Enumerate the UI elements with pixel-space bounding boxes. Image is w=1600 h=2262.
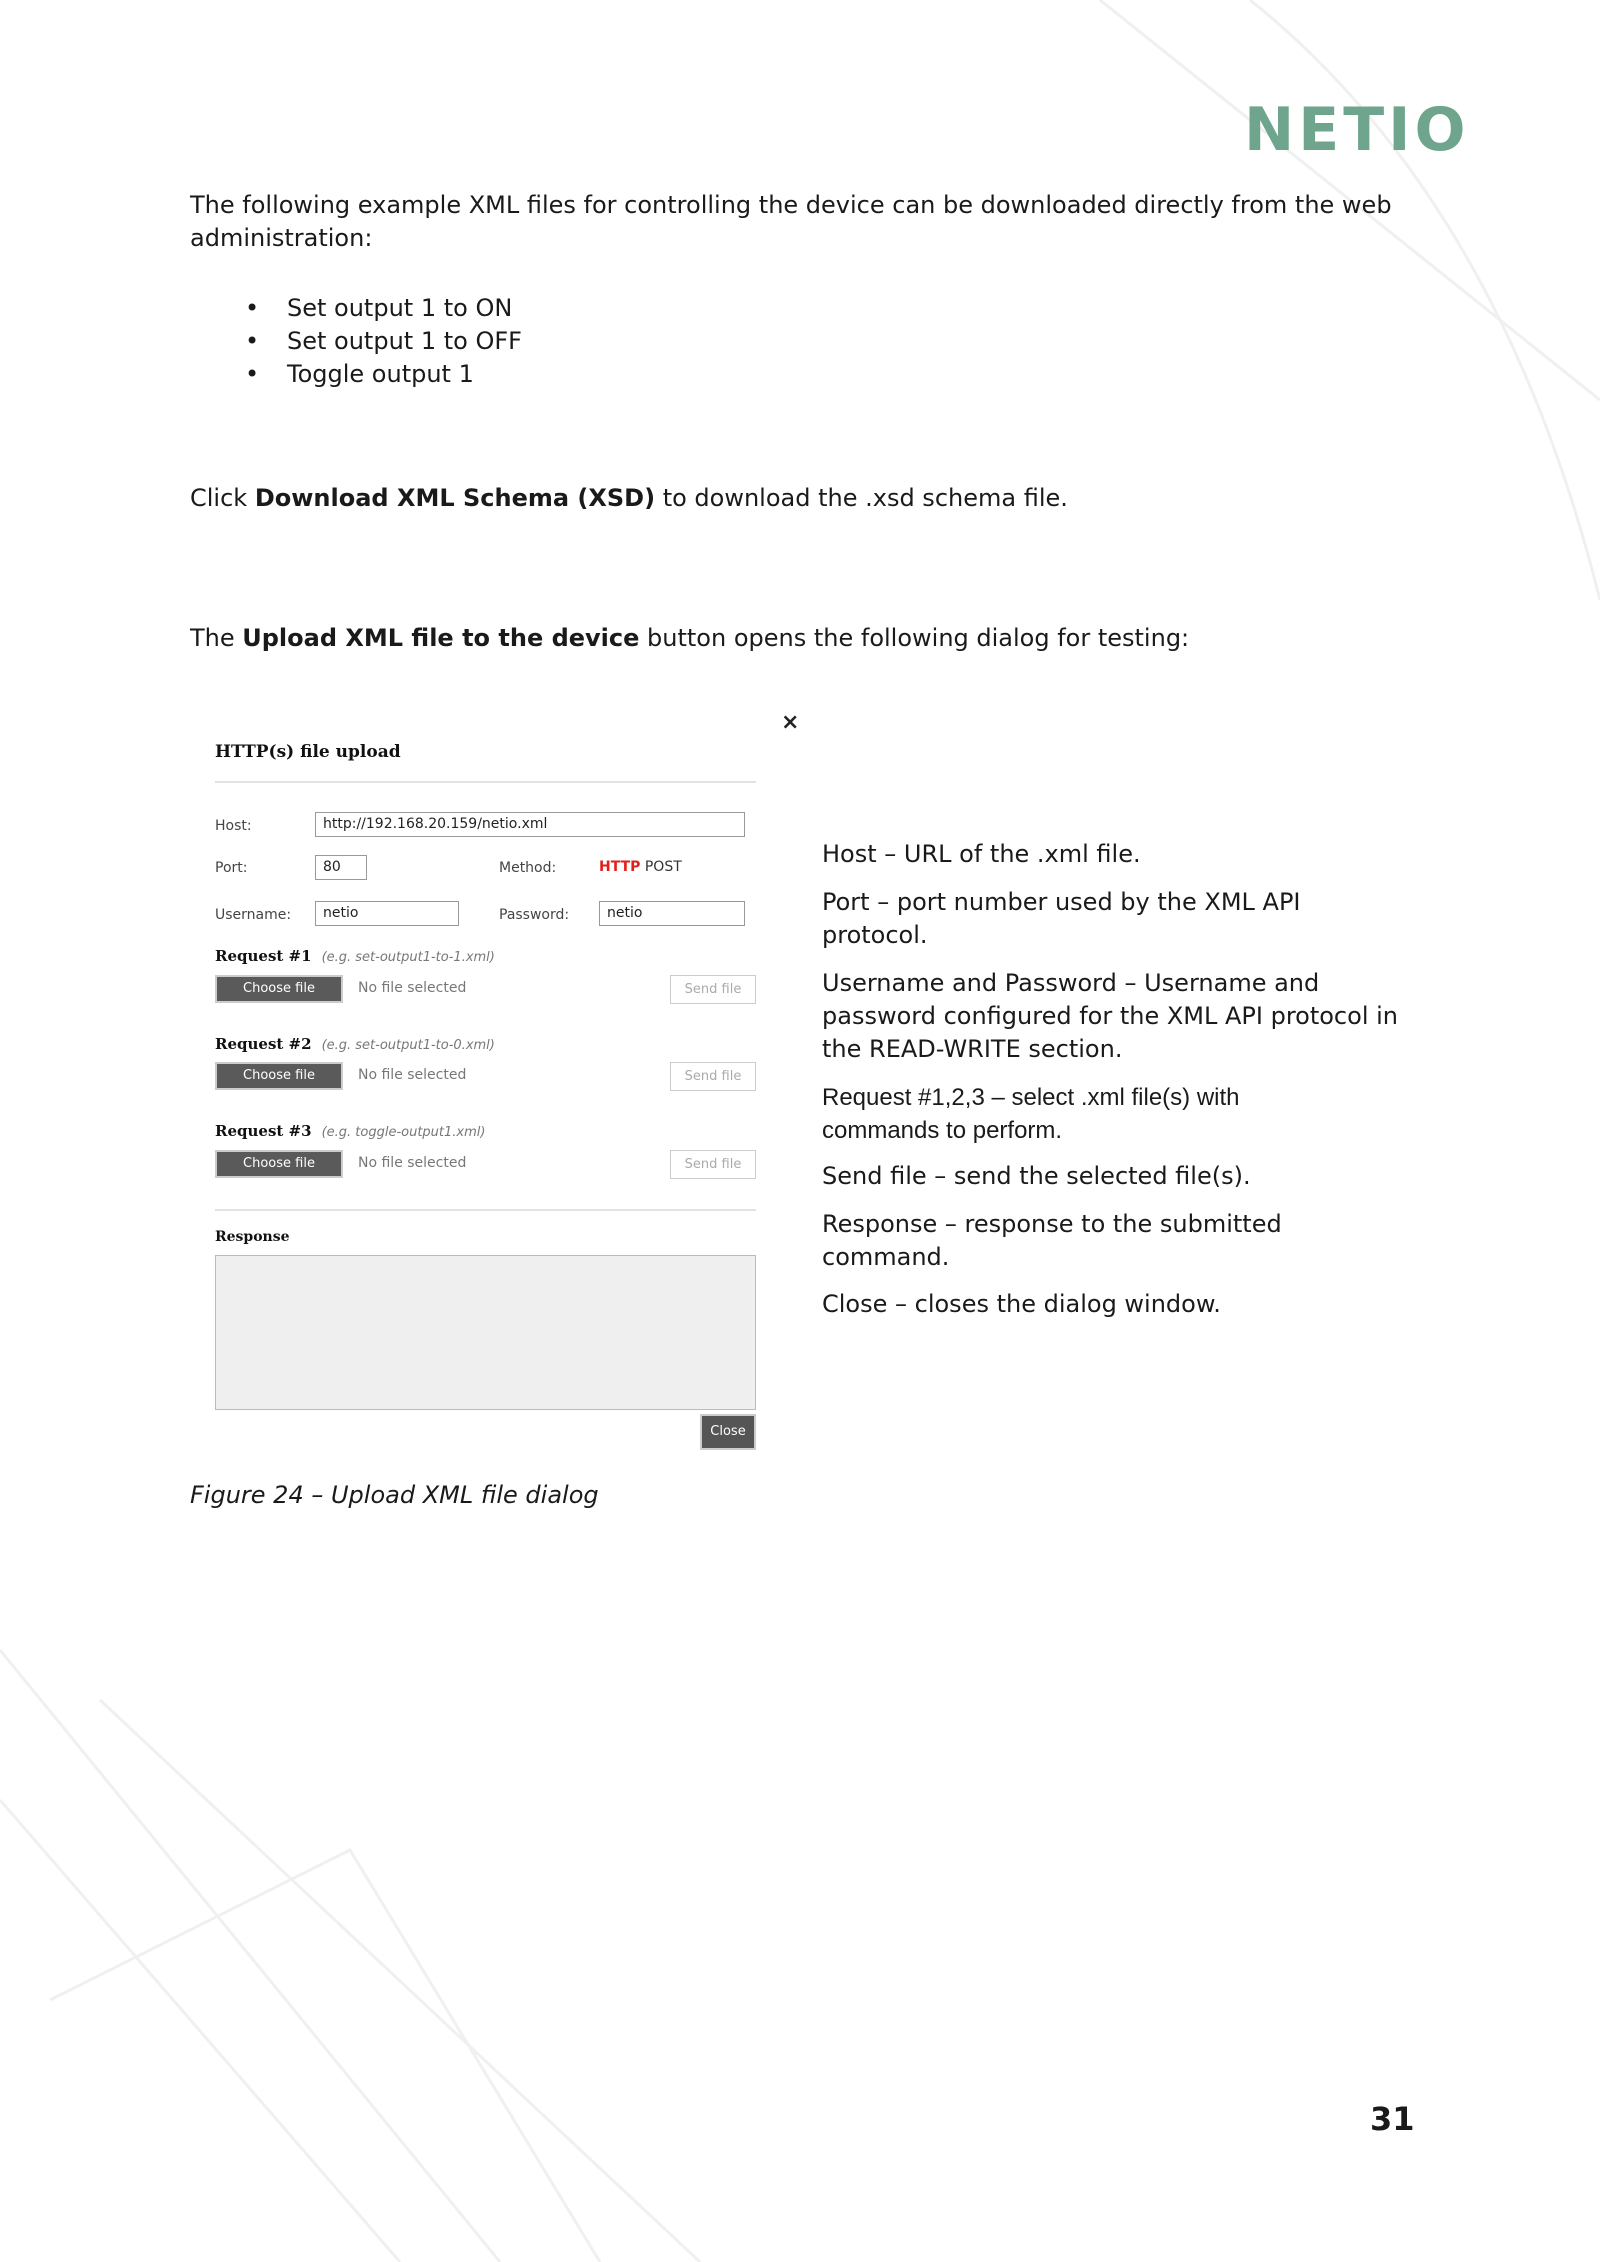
text: The (190, 624, 243, 652)
request-hint: (e.g. toggle-output1.xml) (321, 1125, 486, 1140)
divider (215, 781, 756, 783)
port-input[interactable]: 80 (315, 855, 367, 880)
request-title: Request #3 (215, 1122, 312, 1140)
username-label: Username: (215, 907, 292, 923)
upload-paragraph (190, 622, 1189, 655)
description-host: Host – URL of the .xml file. (822, 840, 1141, 868)
file-status-3: No file selected (358, 1155, 467, 1171)
choose-file-button-2[interactable]: Choose file (215, 1062, 343, 1090)
description-port: Port – port number used by the XML API protocol. (822, 888, 1301, 949)
list-item: • Set output 1 to ON (245, 292, 522, 325)
example-files-list (245, 292, 522, 391)
send-file-button-3[interactable]: Send file (670, 1150, 756, 1179)
page-number: 31 (1370, 2100, 1415, 2138)
request-2-label (215, 1035, 495, 1053)
xsd-term: Download XML Schema (XSD) (254, 484, 656, 512)
method-protocol: HTTP (599, 859, 641, 875)
description-credentials: Username and Password – Username and password configured for the XML API protocol in the READ-WRITE section. (822, 969, 1398, 1063)
list-item: • Set output 1 to OFF (245, 325, 522, 358)
password-label: Password: (499, 907, 570, 923)
divider (215, 1209, 756, 1211)
description-send-file: Send file – send the selected file(s). (822, 1162, 1251, 1190)
password-input[interactable]: netio (599, 901, 745, 926)
request-title: Request #2 (215, 1035, 312, 1053)
dialog-title: HTTP(s) file upload (215, 742, 401, 762)
request-hint: (e.g. set-output1-to-0.xml) (321, 1038, 495, 1053)
list-item: • Toggle output 1 (245, 358, 522, 391)
send-file-button-2[interactable]: Send file (670, 1062, 756, 1091)
method-value (599, 859, 682, 875)
method-label: Method: (499, 860, 557, 876)
close-button[interactable]: Close (700, 1414, 756, 1450)
description-request: Request #1,2,3 – select .xml file(s) with commands to perform. (822, 1084, 1240, 1144)
send-file-button-1[interactable]: Send file (670, 975, 756, 1004)
xsd-paragraph (190, 482, 1068, 515)
request-1-label (215, 947, 495, 965)
intro-paragraph: The following example XML files for controlling the device can be downloaded directly from the web administration: (190, 191, 1392, 252)
close-icon[interactable]: × (781, 710, 800, 735)
text: Click (190, 484, 255, 512)
request-hint: (e.g. set-output1-to-1.xml) (321, 950, 495, 965)
figure-caption: Figure 24 – Upload XML file dialog (190, 1481, 599, 1509)
host-input[interactable]: http://192.168.20.159/netio.xml (315, 812, 745, 837)
description-close: Close – closes the dialog window. (822, 1290, 1221, 1318)
response-label: Response (215, 1229, 290, 1245)
netio-logo: NETIO (1244, 95, 1470, 165)
host-label: Host: (215, 818, 252, 834)
port-label: Port: (215, 860, 248, 876)
upload-term: Upload XML file to the device (242, 624, 640, 652)
text: to download the .xsd schema file. (655, 484, 1068, 512)
method-verb: POST (644, 859, 682, 875)
description-response: Response – response to the submitted command. (822, 1210, 1282, 1271)
username-input[interactable]: netio (315, 901, 459, 926)
choose-file-button-1[interactable]: Choose file (215, 975, 343, 1003)
request-3-label (215, 1122, 485, 1140)
file-status-2: No file selected (358, 1067, 467, 1083)
request-title: Request #1 (215, 947, 312, 965)
choose-file-button-3[interactable]: Choose file (215, 1150, 343, 1178)
text: button opens the following dialog for testing: (639, 624, 1190, 652)
response-textarea[interactable] (215, 1255, 756, 1410)
file-status-1: No file selected (358, 980, 467, 996)
